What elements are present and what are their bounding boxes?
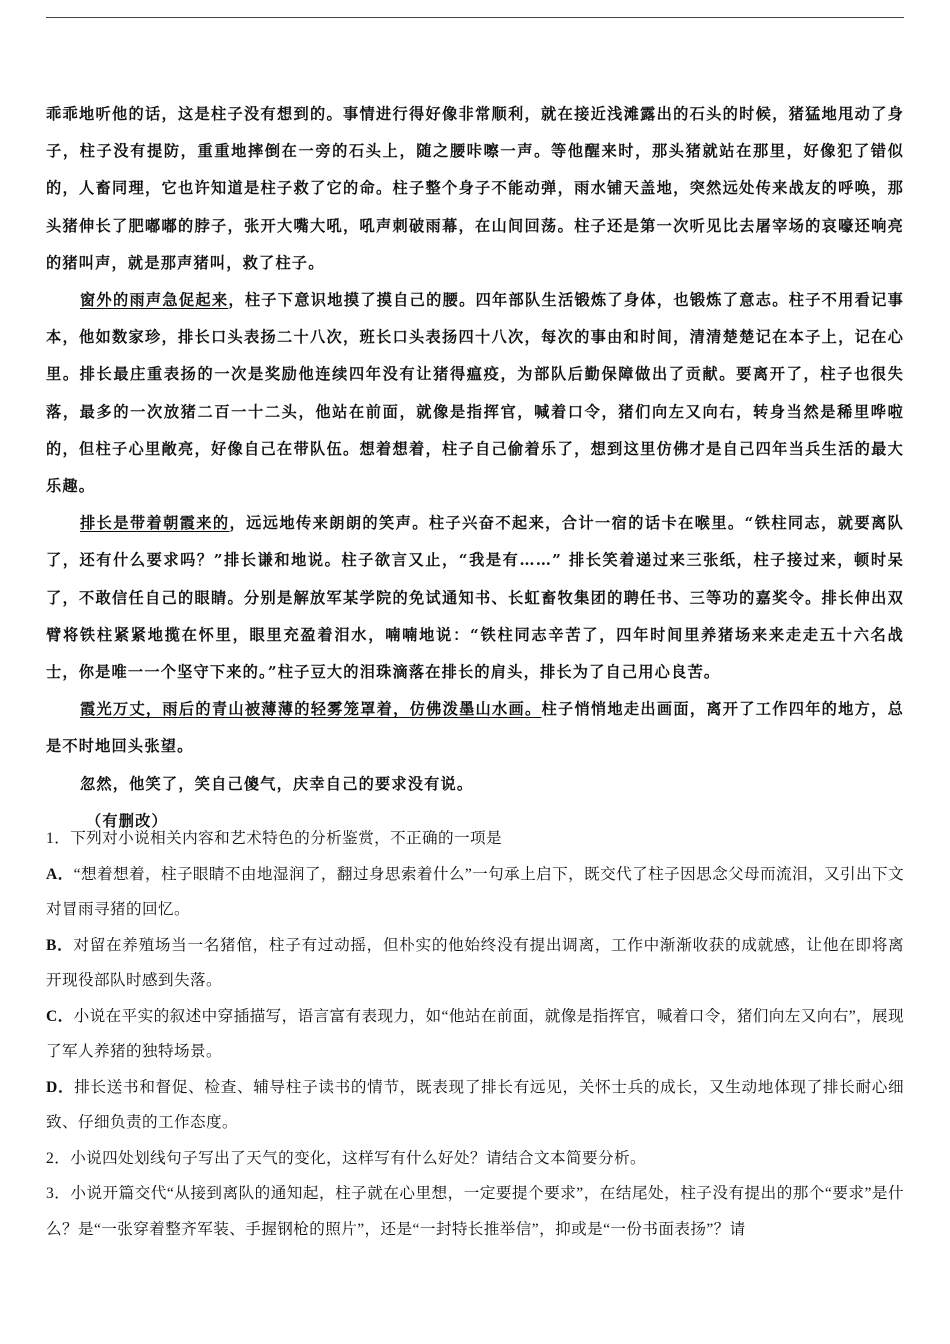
- edit-note: （有删改）: [86, 811, 168, 830]
- option-d-text: 排长送书和督促、检查、辅导柱子读书的情节，既表现了排长有远见，关怀士兵的成长，又生动地体现了排长耐心细致、仔细负责的工作态度。: [46, 1078, 904, 1131]
- question-1: 1．下列对小说相关内容和艺术特色的分析鉴赏，不正确的一项是: [46, 830, 503, 847]
- story-paragraph-2-body: ，柱子下意识地摸了摸自己的腰。四年部队生活锻炼了身体，也锻炼了意志。柱子不用看记事本，他如数家珍，排长口头表扬二十八次，班长口头表扬四十八次，每次的事由和时间，清清楚楚记在本子上，记在心里。排长最庄重表扬的一次是奖励他连续四年没有让猪得瘟疫，为部队后勤保障做出了贡献。要离开了，柱子也很失落，最多的一次放猪二百一十二头，他站在前面，就像是指挥官，喊着口令，猪们向左又向右，转身当然是稀里哗啦的，但柱子心里敞亮，好像自己在带队伍。想着想着，柱子自己偷着乐了，想到这里仿佛才是自己四年当兵生活的最大乐趣。: [46, 291, 904, 496]
- story-paragraph-3-body: ，远远地传来朗朗的笑声。柱子兴奋不起来，合计一宿的话卡在喉里。“铁柱同志，就要离队了，还有什么要求吗？”排长谦和地说。柱子欲言又止，“我是有……” 排长笑着递过来三张纸，柱子接过来，顿时呆了，不敢信任自己的眼睛。分别是解放军某学院的免试通知书、长虹畜牧集团的聘任书、三等功的嘉奖令。排长伸出双臂将铁柱紧紧地揽在怀里，眼里充盈着泪水，喃喃地说：“铁柱同志辛苦了，四年时间里养猪场来来走走五十六名战士，你是唯一一个坚守下来的。”柱子豆大的泪珠滴落在排长的肩头，排长为了自己用心良苦。: [46, 514, 904, 682]
- story-paragraph-5: 忽然，他笑了，笑自己傻气，庆幸自己的要求没有说。: [80, 774, 474, 793]
- underlined-sentence-2: 排长是带着朝霞来的: [80, 514, 230, 533]
- story-paragraph-4: [46, 691, 904, 765]
- story-paragraph-1: 乖乖地听他的话，这是柱子没有想到的。事情进行得好像非常顺利，就在接近浅滩露出的石头的时候，猪猛地甩动了身子，柱子没有提防，重重地摔倒在一旁的石头上，随之腰咔嚓一声。等他醒来时，那头猪就站在那里，好像犯了错似的，人畜同理，它也许知道是柱子救了它的命。柱子整个身子不能动弹，雨水铺天盖地，突然远处传来战友的呼唤，那头猪伸长了肥嘟嘟的脖子，张开大嘴大吼，吼声刺破雨幕，在山间回荡。柱子还是第一次听见比去屠宰场的哀嚎还响亮的猪叫声，就是那声猪叫，救了柱子。: [46, 105, 904, 272]
- story-paragraph-3: [46, 505, 904, 691]
- question-2: 2．小说四处划线句子写出了天气的变化，这样写有什么好处？请结合文本简要分析。: [46, 1149, 646, 1167]
- option-d: [46, 1070, 904, 1141]
- option-c-text: 小说在平实的叙述中穿插描写，语言富有表现力，如“他站在前面，就像是指挥官，喊着口令，猪们向左又向右”，展现了军人养猪的独特场景。: [46, 1007, 904, 1060]
- question-3: 3．小说开篇交代“从接到离队的通知起，柱子就在心里想，一定要提个要求”，在结尾处，柱子没有提出的那个“要求”是什么？是“一张穿着整齐军装、手握钢枪的照片”，还是“一封特长推举信”，抑或是“一份书面表扬”？请: [46, 1185, 904, 1238]
- option-d-label: D．: [46, 1078, 75, 1096]
- option-c-label: C．: [46, 1007, 74, 1025]
- option-a: [46, 857, 904, 928]
- header-rule: [46, 17, 904, 18]
- option-a-text: “想着想着，柱子眼睛不由地湿润了，翻过身思索着什么”一句承上启下，既交代了柱子因思念父母而流泪，又引出下文对冒雨寻猪的回忆。: [46, 865, 904, 918]
- story-paragraph-4-body: 柱子悄悄地走出画面，离开了工作四年的地方，总是不时地回头张望。: [46, 700, 904, 756]
- option-b-label: B．: [46, 936, 74, 954]
- questions-section: [46, 821, 904, 1247]
- underlined-sentence-3: 霞光万丈，雨后的青山被薄薄的轻雾笼罩着，仿佛泼墨山水画。: [80, 700, 542, 719]
- option-c: [46, 999, 904, 1070]
- story-paragraph-2: [46, 282, 904, 505]
- underlined-sentence-1: 窗外的雨声急促起来: [80, 291, 229, 310]
- option-a-label: A．: [46, 865, 74, 883]
- option-b-text: 对留在养殖场当一名猪倌，柱子有过动摇，但朴实的他始终没有提出调离，工作中渐渐收获的成就感，让他在即将离开现役部队时感到失落。: [46, 936, 905, 989]
- story-text: [46, 96, 904, 840]
- option-b: [46, 928, 904, 999]
